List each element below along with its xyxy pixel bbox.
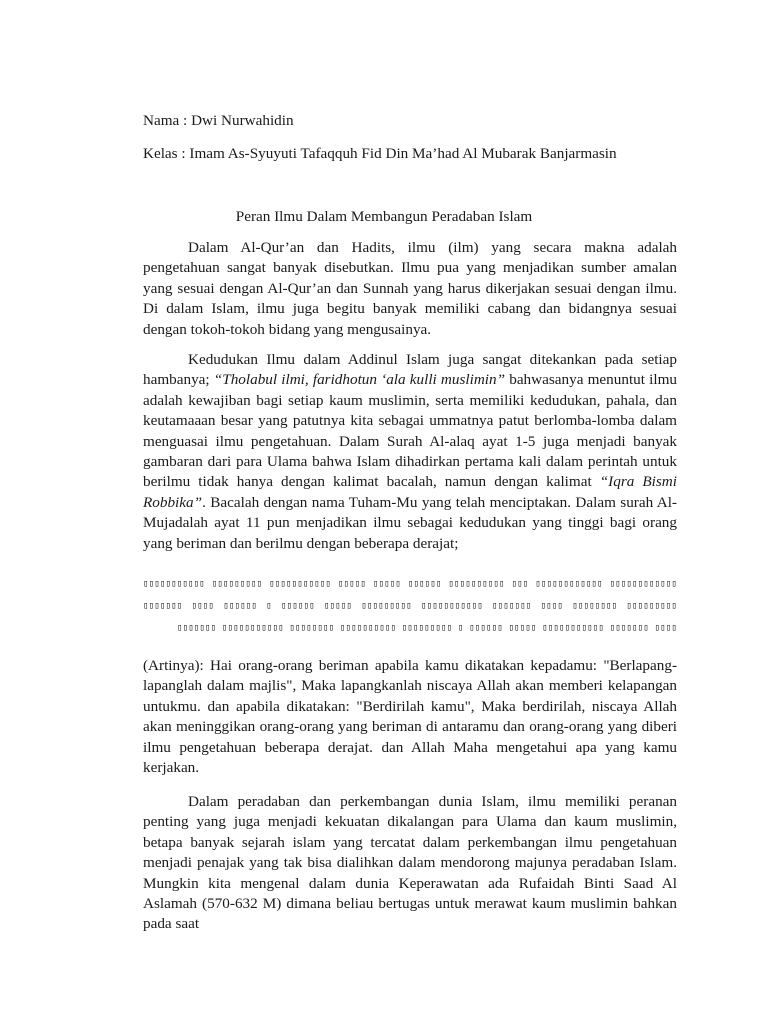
arabic-verse-line-2: ▯▯▯▯▯▯▯ ▯▯▯▯ ▯▯▯▯▯▯ ▯ ▯▯▯▯▯▯ ▯▯▯▯▯ ▯▯▯▯▯▯▯▯▯ ▯▯▯▯▯▯▯▯▯▯▯ ▯▯▯▯▯▯▯ ▯▯▯▯ ▯▯▯▯▯▯▯▯ ▯▯▯▯▯▯▯▯▯ [143, 601, 677, 611]
paragraph-3: Dalam peradaban dan perkembangan dunia Islam, ilmu memiliki peranan penting yang juga menjadi kekuatan dikalangan para Ulama dan kaum muslimin, betapa banyak sejarah islam yang tercatat dalam perkembangan ilmu pengetahuan menjadi penajak yang tak bisa dialihkan dalam mendorong majunya peradaban Islam. Mungkin kita mengenal dalam dunia Keperawatan ada Rufaidah Binti Saad Al Aslamah (570-632 M) dimana beliau bertugas untuk merawat kaum muslimin bahkan pada saat [143, 793, 677, 933]
paragraph-2-part-a: Kedudukan Ilmu dalam Addinul Islam juga sangat ditekankan pada setiap hambanya; [143, 351, 677, 389]
paragraph-2-part-b: bahwasanya menuntut ilmu adalah kewajiban bagi setiap kaum muslimin, serta memiliki kedudukan, pahala, dan keutamaaan besar yang patutnya kita sebagai ummatnya patut berlomba-lomba dalam menguasai ilmu pengetahuan. Dalam Surah Al-alaq ayat 1-5 juga menjadi banyak gambaran dari para Ulama bahwa Islam dihadirkan pertama kali dalam perintah untuk berilmu tidak hanya dengan kalimat bacalah, namun dengan kalimat [143, 371, 677, 491]
student-class: Kelas : Imam As-Syuyuti Tafaqquh Fid Din Ma’had Al Mubarak Banjarmasin [143, 145, 617, 162]
paragraph-2 [143, 350, 677, 554]
document-title: Peran Ilmu Dalam Membangun Peradaban Islam [235, 208, 533, 225]
arabic-verse-line-3: ▯▯▯▯▯▯▯ ▯▯▯▯▯▯▯▯▯▯▯ ▯▯▯▯▯▯▯▯ ▯▯▯▯▯▯▯▯▯▯ ▯▯▯▯▯▯▯▯▯ ▯ ▯▯▯▯▯▯ ▯▯▯▯▯ ▯▯▯▯▯▯▯▯▯▯▯ ▯▯▯▯▯▯▯ ▯▯▯▯ [176, 623, 677, 633]
arabic-verse-line-1: ▯▯▯▯▯▯▯▯▯▯▯ ▯▯▯▯▯▯▯▯▯ ▯▯▯▯▯▯▯▯▯▯▯ ▯▯▯▯▯ ▯▯▯▯▯ ▯▯▯▯▯▯ ▯▯▯▯▯▯▯▯▯▯ ▯▯▯ ▯▯▯▯▯▯▯▯▯▯▯▯ ▯▯▯▯▯▯▯▯▯▯▯▯ [143, 579, 677, 589]
verse-translation: (Artinya): Hai orang-orang beriman apabila kamu dikatakan kepadamu: "Berlapang-lapanglah dalam majlis", Maka lapangkanlah niscaya Allah akan memberi kelapangan untukmu. dan apabila dikatakan: "Berdirilah kamu", Maka berdirilah, niscaya Allah akan meninggikan orang-orang yang beriman di antaramu dan orang-orang yang diberi ilmu pengetahuan beberapa derajat. dan Allah Maha mengetahui apa yang kamu kerjakan. [143, 657, 677, 777]
paragraph-2-part-c: . Bacalah dengan nama Tuham-Mu yang telah menciptakan. Dalam surah Al-Mujadalah ayat 11 pun menjadikan ilmu sebagai kedudukan yang tinggi bagi orang yang beriman dan berilmu dengan beberapa derajat; [143, 493, 677, 552]
student-name: Nama : Dwi Nurwahidin [143, 112, 294, 129]
quote-iqra: “Iqra Bismi Robbika” [143, 473, 677, 511]
paragraph-1: Dalam Al-Qur’an dan Hadits, ilmu (ilm) yang secara makna adalah pengetahuan sangat banyak disebutkan. Ilmu pua yang menjadikan sumber amalan yang sesuai dengan Al-Qur’an dan Sunnah yang harus dikerjakan sesuai dengan ilmu. Di dalam Islam, ilmu juga begitu banyak memiliki cabang dan bidangnya sesuai dengan tokoh-tokoh bidang yang mengusainya. [143, 239, 677, 338]
quote-tholabul-ilmi: “Tholabul ilmi, faridhotun ‘ala kulli muslimin” [213, 371, 506, 389]
